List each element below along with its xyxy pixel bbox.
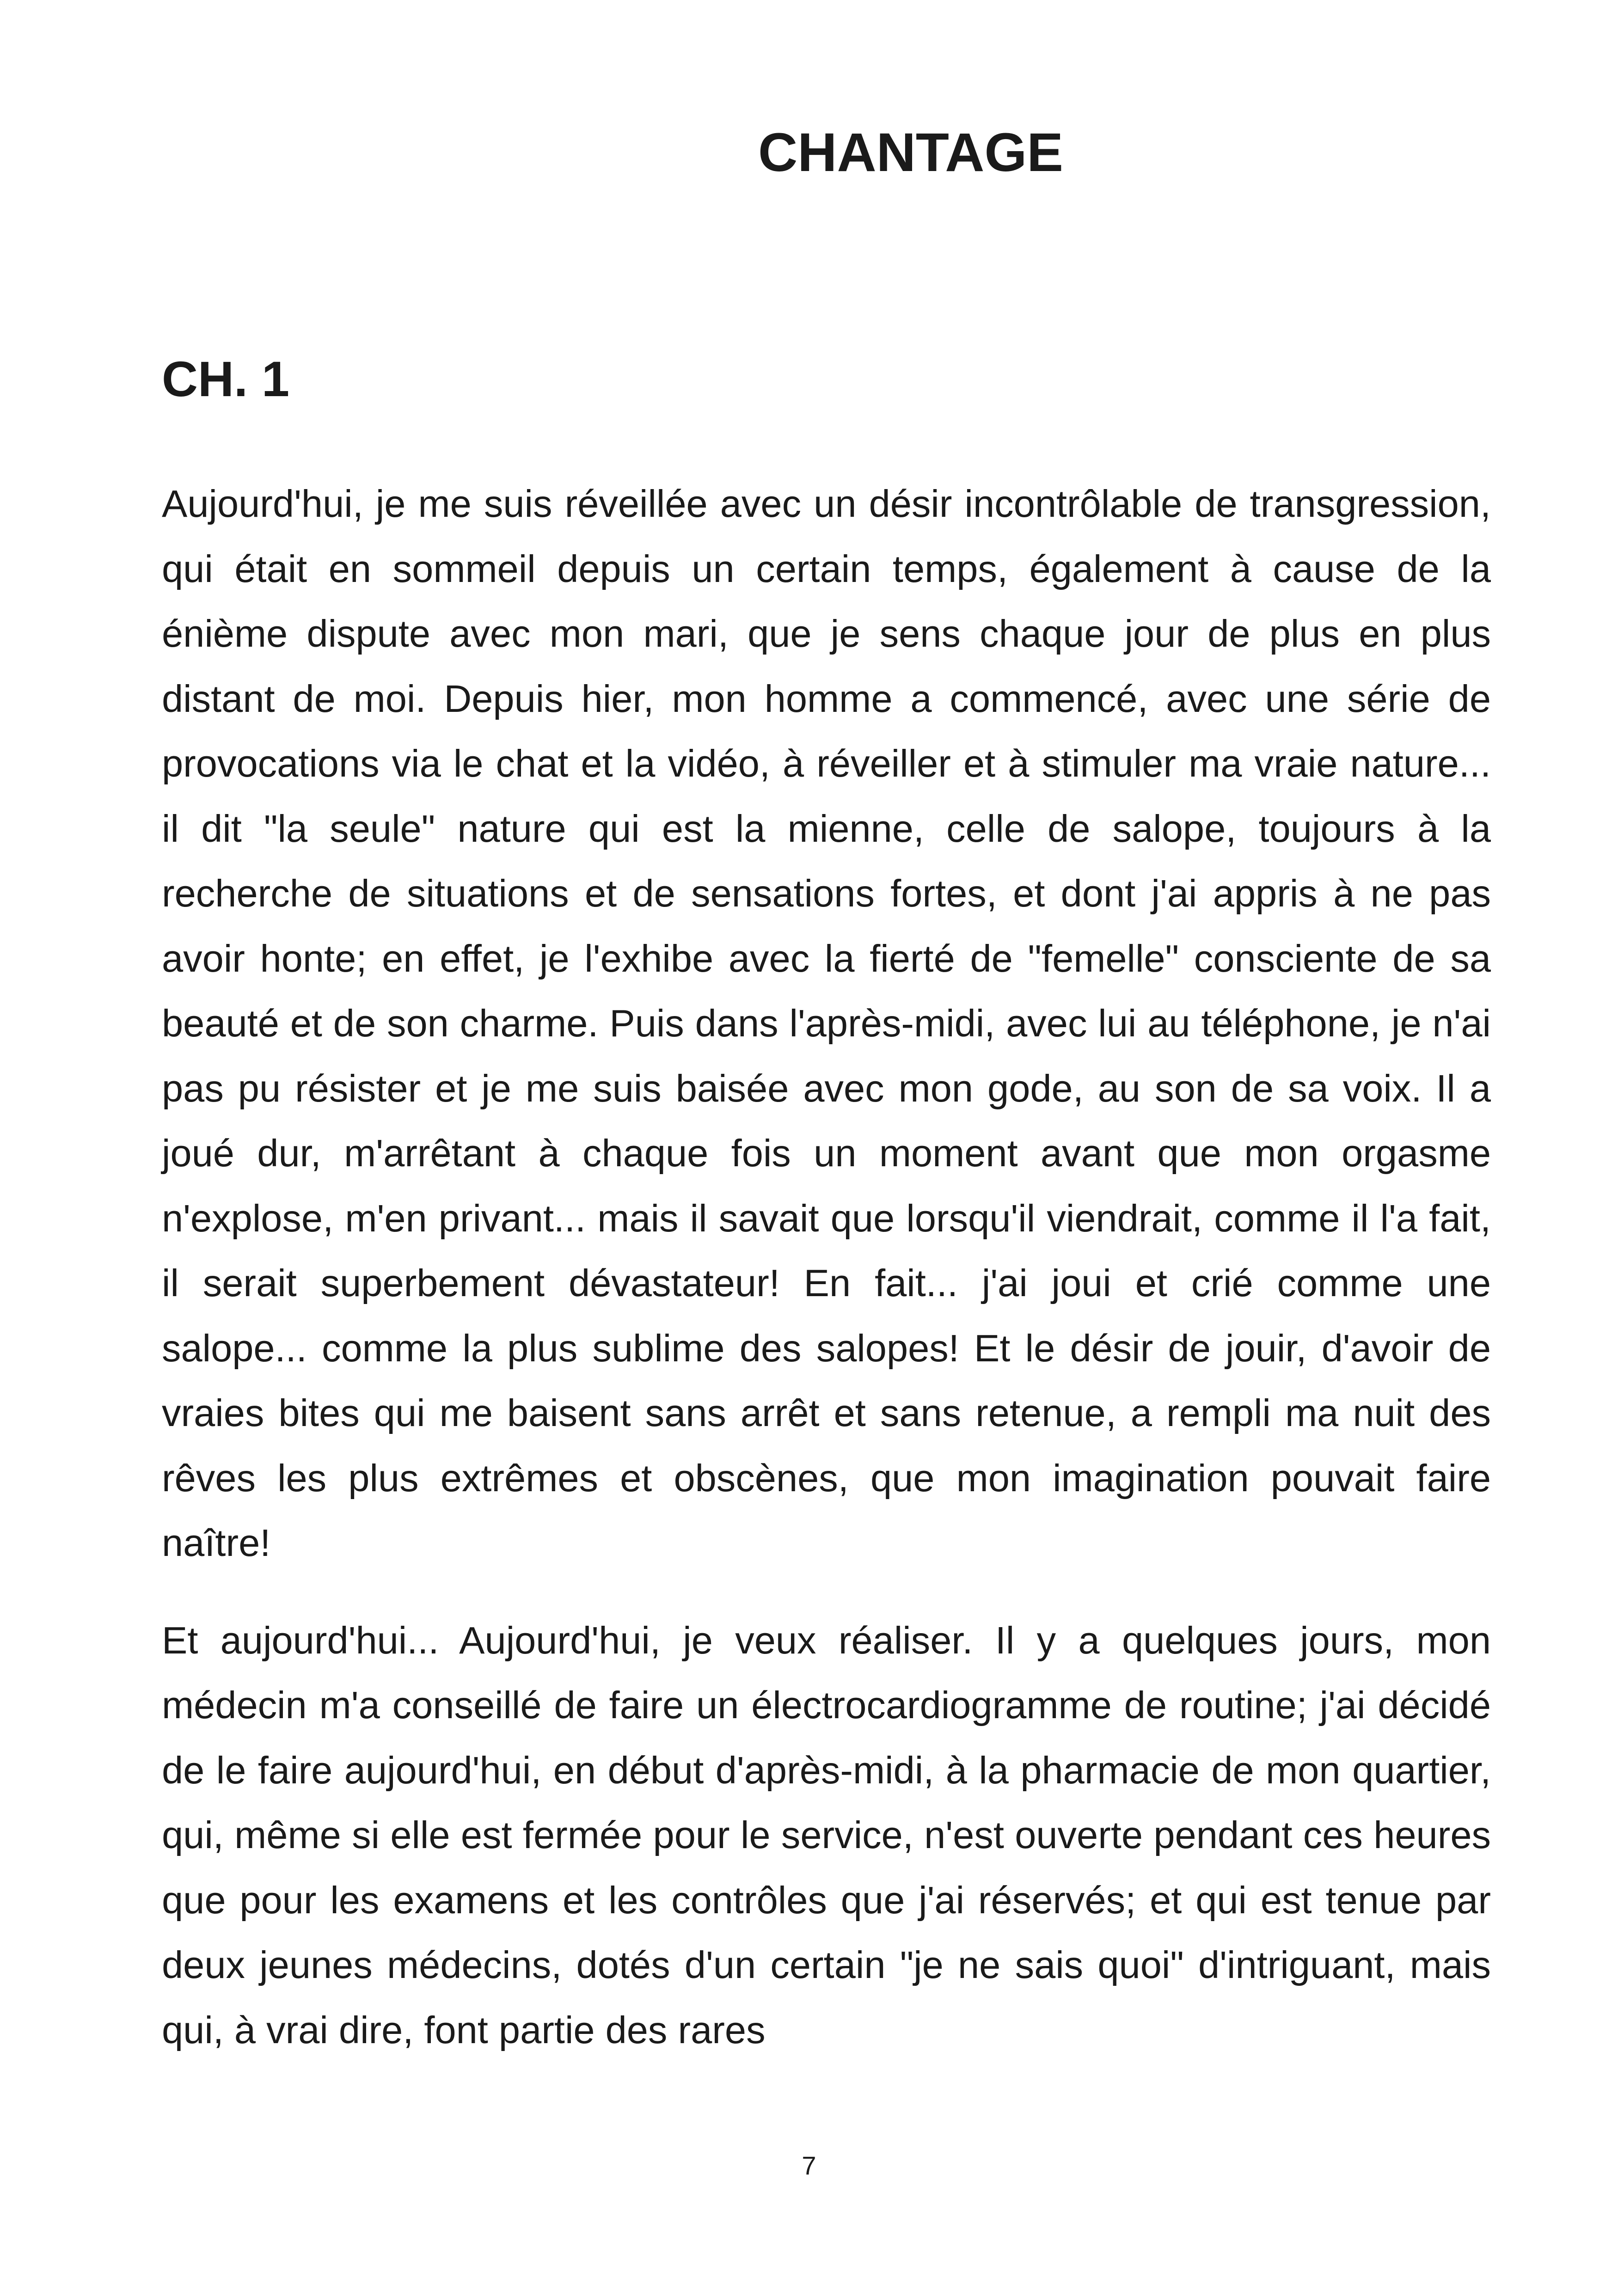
book-title: CHANTAGE bbox=[758, 122, 1063, 183]
paragraph: Aujourd'hui, je me suis réveillée avec un désir incontrôlable de transgression, qui était en sommeil depuis un certain temps, également à cause de la énième dispute avec mon mari, que je sens chaque jour de plus en plus distant de moi. Depuis hier, mon homme a commencé, avec une série de provocations via le chat et la vidéo, à réveiller et à stimuler ma vraie nature... il dit "la seule" nature qui est la mienne, celle de salope, toujours à la recherche de situations et de sensations fortes, et dont j'ai appris à ne pas avoir honte; en effet, je l'exhibe avec la fierté de "femelle" consciente de sa beauté et de son charme. Puis dans l'après-midi, avec lui au téléphone, je n'ai pas pu résister et je me suis baisée avec mon gode, au son de sa voix. Il a joué dur, m'arrêtant à chaque fois un moment avant que mon orgasme n'explose, m'en privant... mais il savait que lorsqu'il viendrait, comme il l'a fait, il serait superbement dévastateur! En fait... j'ai joui et crié comme une salope... comme la plus sublime des salopes! Et le désir de jouir, d'avoir de vraies bites qui me baisent sans arrêt et sans retenue, a rempli ma nuit des rêves les plus extrêmes et obscènes, que mon imagination pouvait faire naître! bbox=[162, 482, 1491, 1564]
body-text bbox=[162, 471, 1491, 2095]
paragraph: Et aujourd'hui... Aujourd'hui, je veux réaliser. Il y a quelques jours, mon médecin m'a conseillé de faire un électrocardiogramme de routine; j'ai décidé de le faire aujourd'hui, en début d'après-midi, à la pharmacie de mon quartier, qui, même si elle est fermée pour le service, n'est ouverte pendant ces heures que pour les examens et les contrôles que j'ai réservés; et qui est tenue par deux jeunes médecins, dotés d'un certain "je ne sais quoi" d'intriguant, mais qui, à vrai dire, font partie des rares bbox=[162, 1618, 1491, 2051]
page-number: 7 bbox=[802, 2151, 816, 2180]
chapter-heading: CH. 1 bbox=[162, 351, 290, 407]
